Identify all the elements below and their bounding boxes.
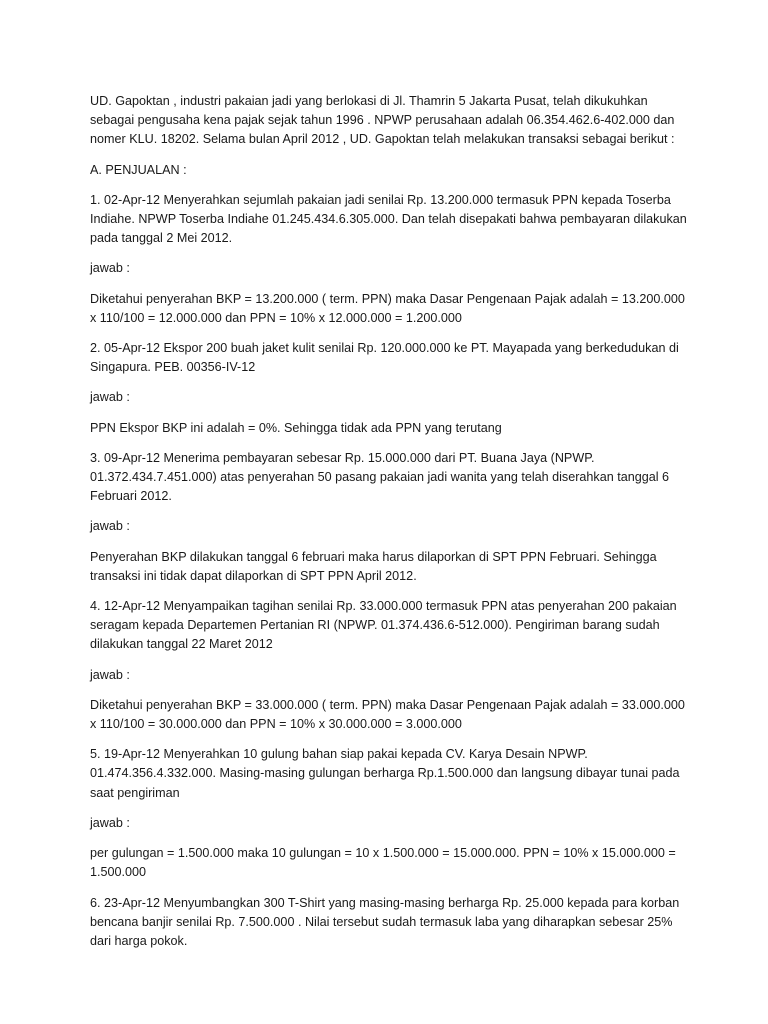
item-4-answer: Diketahui penyerahan BKP = 33.000.000 ( term. PPN) maka Dasar Pengenaan Pajak adalah = 33.000.000 x 110/100 = 30.000.000 dan PPN = 10% x 30.000.000 = 3.000.000 (90, 697, 685, 732)
item-2-answer: PPN Ekspor BKP ini adalah = 0%. Sehingga tidak ada PPN yang terutang (90, 420, 502, 435)
section-heading: A. PENJUALAN : (90, 162, 187, 177)
item-4-answer-label: jawab : (90, 667, 130, 682)
item-3-answer: Penyerahan BKP dilakukan tanggal 6 februari maka harus dilaporkan di SPT PPN Februari. Sehingga transaksi ini tidak dapat dilaporkan di SPT PPN April 2012. (90, 549, 657, 583)
item-5-answer: per gulungan = 1.500.000 maka 10 gulungan = 10 x 1.500.000 = 15.000.000. PPN = 10% x 15.000.000 = 1.500.000 (90, 846, 676, 880)
item-5-answer-label: jawab : (90, 815, 130, 830)
item-2-answer-label: jawab : (90, 390, 130, 405)
item-1-answer: Diketahui penyerahan BKP = 13.200.000 ( term. PPN) maka Dasar Pengenaan Pajak adalah = 13.200.000 x 110/100 = 12.000.000 dan PPN = 10% x 12.000.000 = 1.200.000 (90, 291, 685, 325)
item-5-question: 5. 19-Apr-12 Menyerahkan 10 gulung bahan siap pakai kepada CV. Karya Desain NPWP. 01.474.356.4.332.000. Masing-masing gulungan berharga Rp.1.500.000 dan langsung dibayar tunai pada saat pengiriman (90, 747, 680, 800)
item-2-question: 2. 05-Apr-12 Ekspor 200 buah jaket kulit senilai Rp. 120.000.000 ke PT. Mayapada yang berkedudukan di Singapura. PEB. 00356-IV-12 (90, 341, 679, 375)
item-3-question: 3. 09-Apr-12 Menerima pembayaran sebesar Rp. 15.000.000 dari PT. Buana Jaya (NPWP. 01.372.434.7.451.000) atas penyerahan 50 pasang pakaian jadi wanita yang telah diserahkan tanggal 6 Februari 2012. (90, 450, 670, 504)
document-page (90, 92, 690, 962)
item-1-question: 1. 02-Apr-12 Menyerahkan sejumlah pakaian jadi senilai Rp. 13.200.000 termasuk PPN kepada Toserba Indiahe. NPWP Toserba Indiahe 01.245.434.6.305.000. Dan telah disepakati bahwa pembayaran dilakukan pada tanggal 2 Mei 2012. (90, 192, 687, 246)
item-4-question: 4. 12-Apr-12 Menyampaikan tagihan senilai Rp. 33.000.000 termasuk PPN atas penyerahan 200 pakaian seragam kepada Departemen Pertanian RI (NPWP. 01.374.436.6-512.000). Pengiriman barang sudah dilakukan tanggal 22 Maret 2012 (90, 599, 677, 652)
intro-paragraph: UD. Gapoktan , industri pakaian jadi yang berlokasi di Jl. Thamrin 5 Jakarta Pusat, telah dikukuhkan sebagai pengusaha kena pajak sejak tahun 1996 . NPWP perusahaan adalah 06.354.462.6-402.000 dan nomer KLU. 18202. Selama bulan April 2012 , UD. Gapoktan telah melakukan transaksi sebagai berikut : (90, 94, 675, 147)
item-6-question: 6. 23-Apr-12 Menyumbangkan 300 T-Shirt yang masing-masing berharga Rp. 25.000 kepada para korban bencana banjir senilai Rp. 7.500.000 . Nilai tersebut sudah termasuk laba yang diharapkan sebesar 25% dari harga pokok. (90, 895, 680, 948)
item-3-answer-label: jawab : (90, 519, 130, 534)
item-1-answer-label: jawab : (90, 261, 130, 276)
